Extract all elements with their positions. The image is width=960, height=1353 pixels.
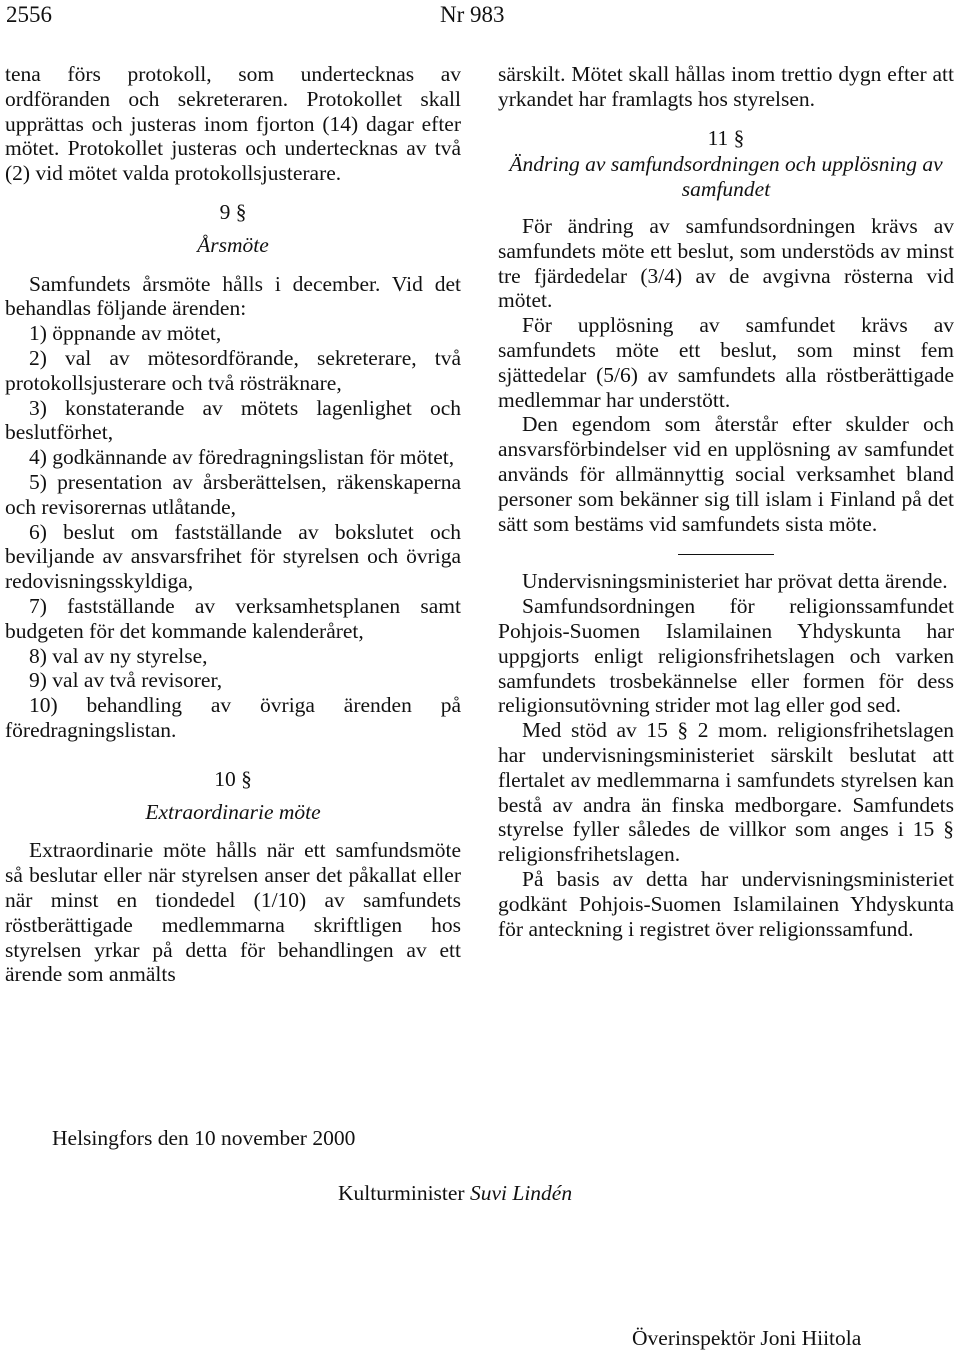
decision-paragraph-4: På basis av detta har undervisningsministeriet godkänt Pohjois-Suomen Islamilainen Yhdyskunta för anteckning i registret över religionssamfund. [498,866,954,941]
agenda-item: 1) öppnande av mötet, [29,321,222,346]
section-11-title: Ändring av samfundsordningen och upplösning av samfundet [509,152,943,202]
section-11-number: 11 § [707,125,745,150]
section-10-title: Extraordinarie möte [145,799,321,824]
place-date: Helsingfors den 10 november 2000 [52,1126,356,1150]
agenda-item: 7) fastställande av verksamhetsplanen samt budgeten för det kommande kalenderåret, [5,593,461,643]
section-9-title: Årsmöte [197,232,269,257]
section-9-number: 9 § [219,199,247,224]
agenda-list [5,321,461,743]
section-9-paragraph: Samfundets årsmöte hålls i december. Vid det behandlas följande ärenden: [5,271,461,321]
decision-paragraph-3: Med stöd av 15 § 2 mom. religionsfrihetslagen har undervisningsministeriet särskilt beslutat att flertalet av medlemmarna i samfundets styrelsen kan bestå av andra än finska medborgare. Samfundets styrelse fyller således de villkor som anges i 15 § religionsfrihetslagen. [498,718,954,867]
section-10-number: 10 § [214,766,252,791]
continuation-paragraph: särskilt. Mötet skall hållas inom trettio dygn efter att yrkandet har framlagts hos styrelsen. [498,62,954,111]
minister-name: Suvi Lindén [469,1181,573,1205]
decision-paragraph-1: Undervisningsministeriet har prövat detta ärende. [522,569,948,594]
page-header [0,0,960,34]
agenda-item: 8) val av ny styrelse, [29,643,208,668]
issue-number: Nr 983 [440,2,505,27]
agenda-item: 5) presentation av årsberättelsen, räkenskaperna och revisorernas utlåtande, [5,469,461,519]
agenda-item: 4) godkännande av föredragningslistan för mötet, [29,445,455,470]
section-11-paragraph-1: För ändring av samfundsordningen krävs av samfundets möte ett beslut, som understöds av minst tre fjärdedelar (3/4) av de avgivna rösterna vid mötet. [498,213,954,313]
section-11-paragraph-2: För upplösning av samfundet krävs av samfundets möte ett beslut, som minst fem sjättedelar (5/6) av samfundets alla röstberättigade medlemmar har understött. [498,313,954,412]
right-column [498,62,954,941]
left-column [5,62,461,987]
inspector-signature: Överinspektör Joni Hiitola [632,1326,862,1350]
agenda-item: 3) konstaterande av mötets lagenlighet och beslutförhet, [5,395,461,445]
agenda-item: 2) val av mötesordförande, sekreterare, två protokollsjusterare och två rösträknare, [5,345,461,395]
intro-paragraph: tena förs protokoll, som undertecknas av ordföranden och sekreteraren. Protokollet skall upprättas och justeras inom fjorton (14) dagar efter mötet. Protokollet justeras och undertecknas av två (2) vid mötet valda protokollsjusterare. [5,62,461,186]
section-11-paragraph-3: Den egendom som återstår efter skulder och ansvarsförbindelser vid en upplösning av samfundet används för allmännyttig social verksamhet bland personer som bekänner sig till islam i Finland på det sätt som bestäms vid samfundets sista möte. [498,412,954,536]
agenda-item: 6) beslut om fastställande av bokslutet och beviljande av ansvarsfrihet för styrelsen och övriga redovisningsskyldiga, [5,519,461,594]
agenda-item: 9) val av två revisorer, [29,668,223,693]
minister-signature [338,1181,572,1206]
agenda-item: 10) behandling av övriga ärenden på föredragningslistan. [5,693,461,742]
minister-title: Kulturminister [338,1181,465,1205]
separator-rule [678,554,774,555]
decision-paragraph-2: Samfundsordningen för religionssamfundet Pohjois-Suomen Islamilainen Yhdyskunta har uppgjorts enligt religionsfrihetslagen och varken samfundets trosbekännelse eller formen för dess religionsutövning strider mot lag eller god sed. [498,594,954,718]
section-10-paragraph: Extraordinarie möte hålls när ett samfundsmöte så beslutar eller när styrelsen anser det påkallat eller när minst en tiondedel (1/10) av samfundets röstberättigade medlemmarna skriftligen hos styrelsen yrkar på detta för behandlingen av ett ärende som anmälts [5,838,461,987]
page-number: 2556 [6,2,52,27]
